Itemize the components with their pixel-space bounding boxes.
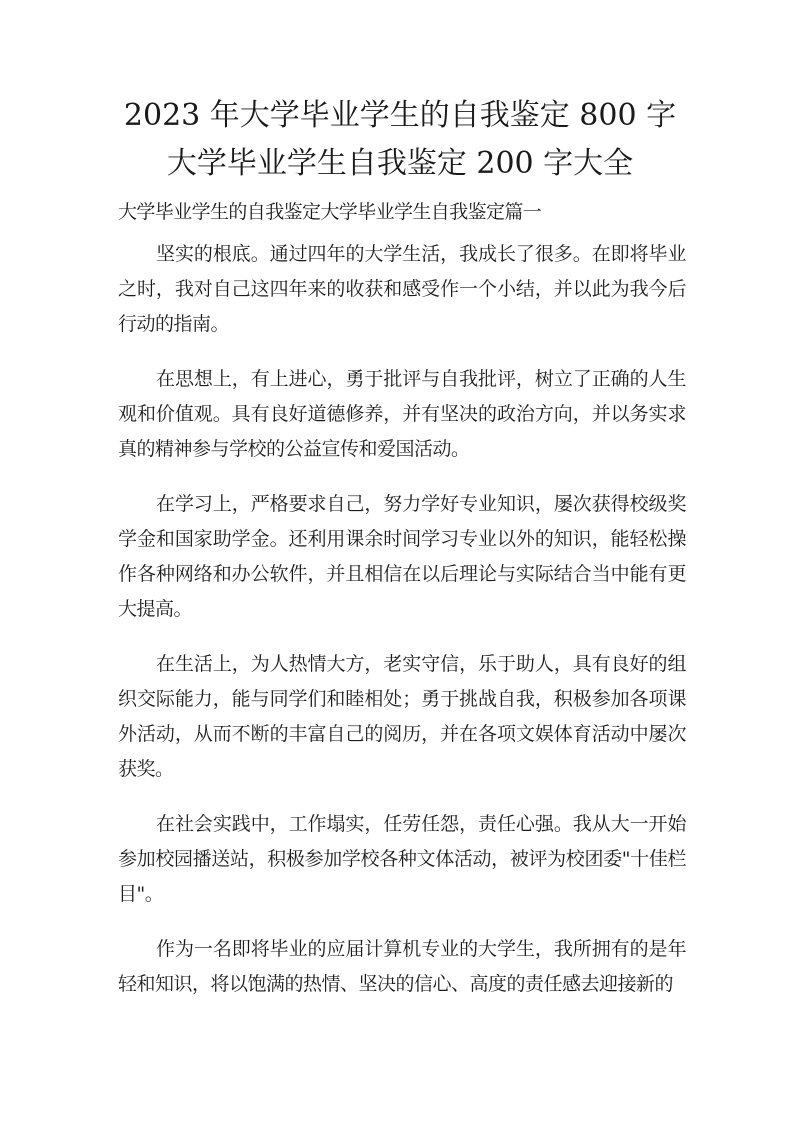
paragraph: 坚实的根底。通过四年的大学生活，我成长了很多。在即将毕业之时，我对自己这四年来的收获和感受作一个小结，并以此为我今后行动的指南。 bbox=[118, 243, 686, 335]
paragraph: 在思想上，有上进心，勇于批评与自我批评，树立了正确的人生观和价值观。具有良好道德修养，并有坚决的政治方向，并以务实求真的精神参与学校的公益宣传和爱国活动。 bbox=[118, 368, 686, 460]
section-heading: 大学毕业学生的自我鉴定大学毕业学生自我鉴定篇一 bbox=[118, 201, 542, 223]
document-body bbox=[118, 237, 686, 1022]
paragraph: 在学习上，严格要求自己，努力学好专业知识，屡次获得校级奖学金和国家助学金。还利用课余时间学习专业以外的知识，能轻松操作各种网络和办公软件，并且相信在以后理论与实际结合当中能有更大提高。 bbox=[118, 493, 686, 620]
paragraph: 在社会实践中，工作塌实，任劳任怨，责任心强。我从大一开始参加校园播送站，积极参加学校各种文体活动，被评为校团委"十佳栏目"。 bbox=[118, 813, 686, 905]
paragraph: 在生活上，为人热情大方，老实守信，乐于助人，具有良好的组织交际能力，能与同学们和睦相处；勇于挑战自我，积极参加各项课外活动，从而不断的丰富自己的阅历，并在各项文娱体育活动中屡次获奖。 bbox=[118, 653, 686, 780]
document-title: 2023 年大学毕业学生的自我鉴定 800 字 大学毕业学生自我鉴定 200 字大全 bbox=[123, 98, 677, 181]
paragraph: 作为一名即将毕业的应届计算机专业的大学生，我所拥有的是年轻和知识，将以饱满的热情、坚决的信心、高度的责任感去迎接新的 bbox=[118, 938, 686, 995]
